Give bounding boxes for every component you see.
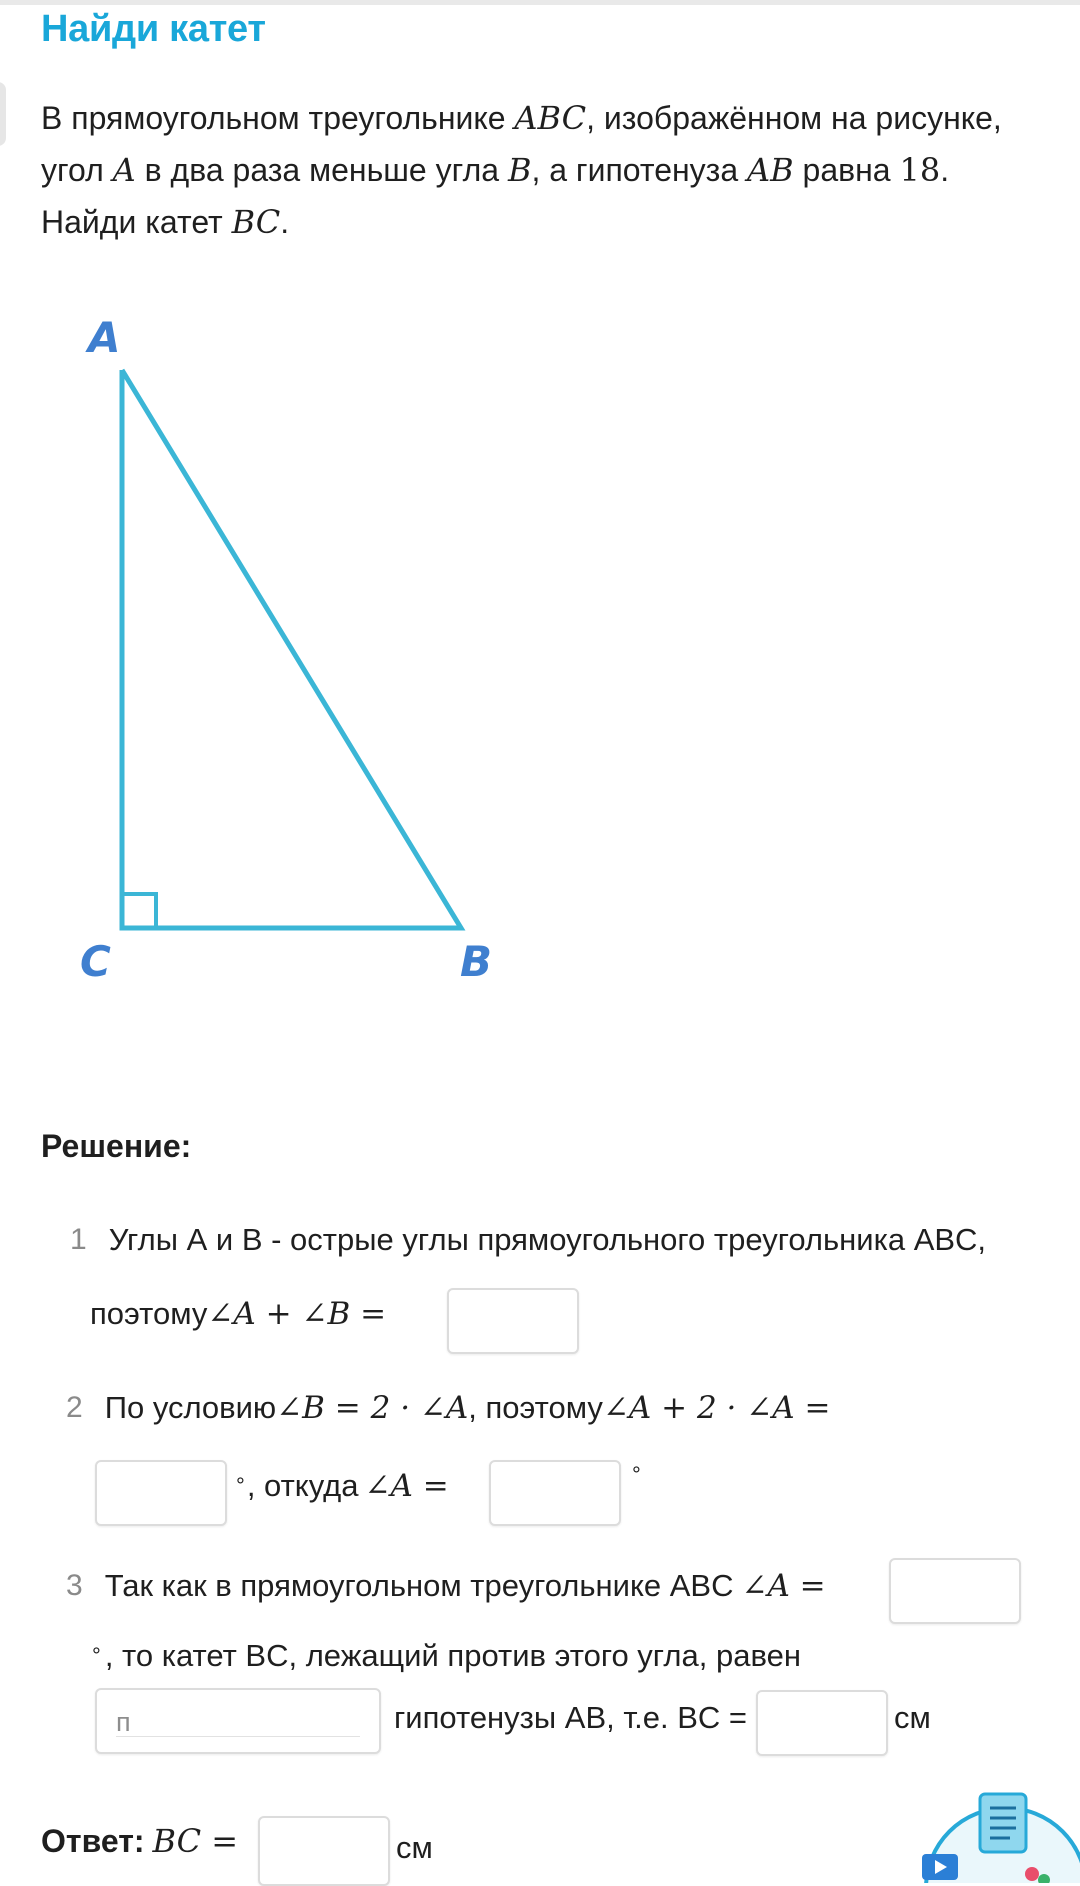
math-sum-expression: ∠A + 2 · ∠A = — [602, 1390, 831, 1426]
answer-input-angle-a[interactable] — [489, 1460, 621, 1526]
triangle-sides — [122, 370, 461, 928]
problem-statement: В прямоугольном треугольнике ABC, изображённом на рисунке, угол A в два раза меньше угла B, а гипотенуза AB равна 18. Найди катет BC. — [41, 99, 1002, 241]
vertex-label-a: A — [88, 313, 121, 362]
step-number: 2 — [66, 1391, 83, 1424]
document-icon — [980, 1794, 1026, 1852]
answer-label: Ответ: — [41, 1822, 145, 1859]
page-title: Найди катет — [41, 8, 266, 50]
math-a: A — [112, 151, 136, 189]
math-18: 18 — [899, 151, 941, 189]
step-1-line-1: 1 Углы А и В - острые углы прямоугольного треугольника ABC, — [70, 1222, 987, 1257]
step-3-line-1: 3 Так как в прямоугольном треугольнике ABC ∠A = — [66, 1568, 826, 1604]
answer-input-bc[interactable] — [756, 1690, 888, 1756]
step-3-line-3: гипотенузы AB, т.е. BC = — [394, 1700, 747, 1735]
math-sum-angles: ∠A + ∠B = — [207, 1296, 387, 1332]
math-b: B — [507, 151, 532, 189]
step-2-line-1: 2 По условию ∠B = 2 · ∠A , поэтому ∠A + 2 · ∠A = — [66, 1390, 831, 1426]
vertex-label-b: B — [460, 937, 493, 986]
right-angle-mark — [122, 894, 156, 928]
answer-line — [41, 1822, 238, 1860]
math-abc: ABC — [514, 99, 587, 137]
solution-heading: Решение: — [41, 1128, 192, 1164]
badge-dot-red — [1025, 1867, 1039, 1881]
top-divider — [0, 0, 1080, 5]
math-angle-a-eq: ∠A = — [741, 1568, 826, 1604]
math-bc-eq: BC = — [152, 1822, 239, 1860]
math-ab: AB — [747, 151, 794, 189]
answer-input-angle-a-step3[interactable] — [889, 1558, 1021, 1624]
vertex-label-c: C — [80, 937, 111, 986]
answer-unit: см — [396, 1830, 433, 1865]
final-answer-input[interactable] — [258, 1816, 390, 1886]
helper-badge[interactable] — [920, 1788, 1080, 1883]
math-bc: BC — [231, 203, 281, 241]
degree-sign: ° — [632, 1462, 641, 1487]
step-number: 1 — [70, 1223, 87, 1256]
step-1-line-2: поэтому ∠A + ∠B = — [90, 1296, 387, 1332]
side-handle[interactable] — [0, 82, 6, 146]
unit-cm: см — [894, 1700, 931, 1735]
step-3-line-2: ° , то катет BC, лежащий против этого угла, равен — [92, 1638, 801, 1673]
answer-input-triple-angle[interactable] — [95, 1460, 227, 1526]
placeholder-underline — [116, 1736, 360, 1737]
video-play-icon — [922, 1854, 958, 1880]
step-number: 3 — [66, 1569, 83, 1602]
fraction-placeholder: п — [116, 1706, 131, 1737]
answer-input-angle-sum[interactable] — [447, 1288, 579, 1354]
step-2-line-2: ° , откуда ∠A = — [236, 1468, 449, 1504]
triangle-figure — [70, 300, 530, 1000]
math-condition: ∠B = 2 · ∠A — [276, 1390, 469, 1426]
math-angle-a: ∠A = — [364, 1468, 449, 1504]
